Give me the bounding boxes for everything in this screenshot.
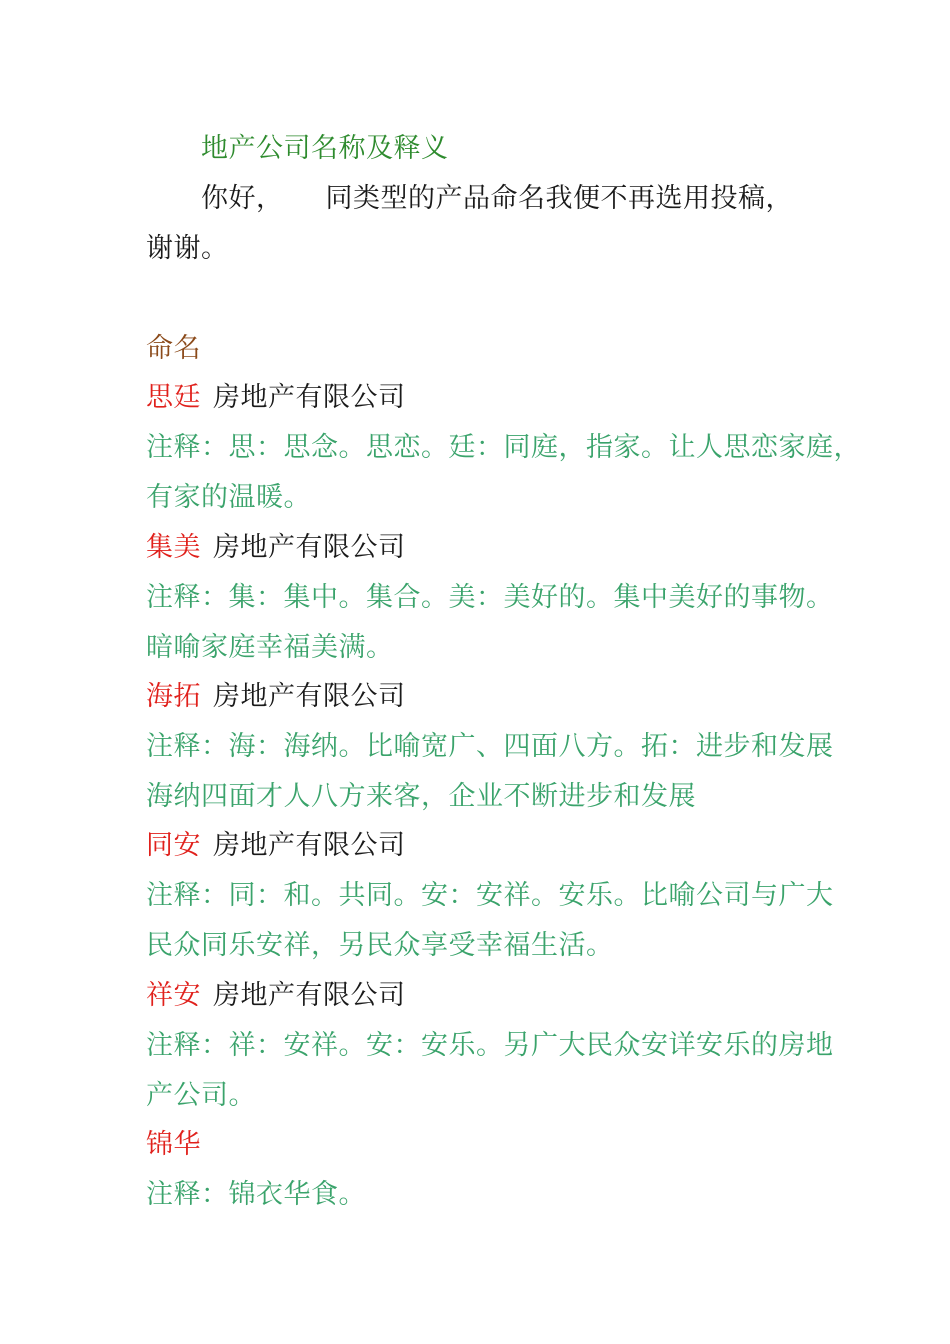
entry-name-line [146,531,406,565]
company-suffix: 房地产有限公司 [213,382,406,413]
company-suffix: 房地产有限公司 [213,980,406,1011]
company-name: 祥安 [146,980,201,1011]
entry-note: 民众同乐安祥，另民众享受幸福生活。 [146,930,614,961]
greeting-hello: 你好， [201,183,284,214]
entry-name-line [146,381,406,415]
section-heading: 命名 [146,333,201,364]
company-name: 锦华 [146,1129,201,1160]
greeting-line [201,182,793,216]
greeting-message: 同类型的产品命名我便不再选用投稿， [325,183,793,214]
company-suffix: 房地产有限公司 [213,681,406,712]
entry-note: 注释：锦衣华食。 [146,1179,366,1210]
greeting-thanks: 谢谢。 [146,233,229,264]
document-title: 地产公司名称及释义 [201,133,449,164]
company-name: 同安 [146,830,201,861]
entry-name-line [146,979,406,1013]
entry-note: 注释：同：和。共同。安：安祥。安乐。比喻公司与广大 [146,880,834,911]
entry-name-line [146,829,406,863]
entry-note: 有家的温暖。 [146,482,311,513]
entry-note: 注释：思：思念。思恋。廷：同庭，指家。让人思恋家庭， [146,432,861,463]
company-suffix: 房地产有限公司 [213,532,406,563]
entry-name-line [146,680,406,714]
entry-note: 注释：集：集中。集合。美：美好的。集中美好的事物。 [146,582,834,613]
company-name: 集美 [146,532,201,563]
entry-note: 注释：海：海纳。比喻宽广、四面八方。拓：进步和发展 [146,731,834,762]
entry-note: 注释：祥：安祥。安：安乐。另广大民众安详安乐的房地 [146,1030,834,1061]
company-name: 海拓 [146,681,201,712]
entry-note: 海纳四面才人八方来客，企业不断进步和发展 [146,781,696,812]
company-suffix: 房地产有限公司 [213,830,406,861]
entry-note: 暗喻家庭幸福美满。 [146,632,394,663]
entry-name-line [146,1128,201,1162]
entry-note: 产公司。 [146,1080,256,1111]
company-name: 思廷 [146,382,201,413]
